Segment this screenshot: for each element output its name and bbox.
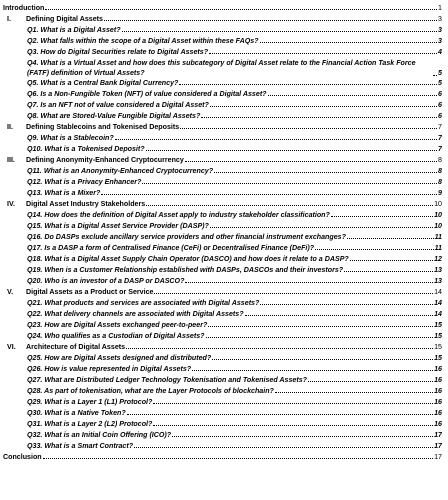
toc-page-number: 16 [434,409,442,417]
toc-dot-leader [344,270,433,272]
toc-dot-leader [134,446,433,448]
toc-dot-leader [208,325,433,327]
toc-dot-leader [146,204,433,206]
toc-entry-title: Q21. What products and services are associated with Digital Assets? [27,299,260,307]
toc-dot-leader [260,303,433,305]
toc-dot-leader [260,41,438,43]
toc-entry-title: Q31. What is a Layer 2 (L2) Protocol? [27,420,153,428]
toc-entry-title: Q8. What are Stored-Value Fungible Digital Assets? [27,112,201,120]
toc-dot-leader [126,347,433,349]
toc-question-entry[interactable] [3,144,442,155]
toc-page-number: 5 [438,79,442,87]
toc-question-entry[interactable] [3,111,442,122]
toc-page-number: 5 [438,69,442,77]
toc-entry-title: Q23. How are Digital Assets exchanged peer-to-peer? [27,321,208,329]
toc-dot-leader [179,83,437,85]
toc-dot-leader [172,435,433,437]
toc-question-entry[interactable] [3,386,442,397]
toc-section-entry[interactable] [3,155,442,166]
toc-dot-leader [185,281,433,283]
toc-dot-leader [45,8,437,10]
toc-dot-leader [212,358,433,360]
toc-dot-leader [275,391,433,393]
toc-page-number: 8 [438,178,442,186]
toc-dot-leader [154,292,433,294]
toc-entry-title: Defining Digital Assets [26,15,103,23]
toc-entry-title: Q11. What is an Anonymity-Enhanced Cryptocurrency? [27,167,214,175]
toc-question-entry[interactable] [3,298,442,309]
toc-page-number: 6 [438,112,442,120]
toc-entry-title: Q30. What is a Native Token? [27,409,126,417]
toc-page-number: 15 [434,321,442,329]
toc-section-number: IV. [7,200,16,208]
toc-dot-leader [180,127,437,129]
toc-dot-leader [122,30,437,32]
toc-entry-title: Digital Assets as a Product or Service [26,288,154,296]
toc-page-number: 7 [438,134,442,142]
toc-page-number: 11 [434,233,442,241]
toc-entry-title: Q7. Is an NFT not of value considered a Digital Asset? [27,101,209,109]
toc-question-entry[interactable] [3,309,442,320]
toc-entry-title: Q17. Is a DASP a form of Centralised Finance (CeFi) or Decentralised Finance (DeFi)? [27,244,315,252]
toc-page-number: 10 [434,222,442,230]
toc-dot-leader [115,138,437,140]
toc-entry-title: Q5. What is a Central Bank Digital Currency? [27,79,179,87]
toc-dot-leader [201,116,437,118]
toc-dot-leader [206,336,434,338]
toc-question-entry[interactable] [3,419,442,430]
toc-page-number: 6 [438,90,442,98]
toc-entry-title: Q9. What is a Stablecoin? [27,134,114,142]
toc-dot-leader [192,369,433,371]
toc-dot-leader [245,314,434,316]
toc-page-number: 13 [434,266,442,274]
toc-section-number: III. [7,156,15,164]
toc-question-entry[interactable] [3,89,442,100]
toc-section-number: II. [7,123,13,131]
toc-question-entry[interactable] [3,254,442,265]
toc-entry-title: Q4. What is a Virtual Asset and how does this subcategory of Digital Asset relate to the Financial Action Task Force (FATF) definition of Virtual Assets? [27,59,416,77]
toc-dot-leader [308,380,433,382]
toc-question-entry[interactable] [3,320,442,331]
toc-entry-title: Architecture of Digital Assets [26,343,126,351]
toc-entry-title: Introduction [3,4,45,12]
toc-entry-title: Q20. Who is an investor of a DASP or DASCO? [27,277,185,285]
toc-question-entry[interactable] [3,210,442,221]
toc-page-number: 17 [434,431,442,439]
toc-page-number: 1 [438,4,442,12]
toc-entry-title: Defining Anonymity-Enhanced Cryptocurrency [26,156,184,164]
toc-question-entry[interactable] [3,47,442,58]
toc-section-entry[interactable] [3,342,442,353]
toc-page-number: 9 [438,189,442,197]
toc-question-entry[interactable] [3,375,442,386]
toc-entry-title: Q13. What is a Mixer? [27,189,101,197]
toc-page-number: 17 [434,453,442,461]
toc-page-number: 14 [434,310,442,318]
toc-question-entry[interactable] [3,441,442,452]
toc-dot-leader [433,74,437,76]
toc-section-entry[interactable] [3,287,442,298]
toc-section-number: VI. [7,343,16,351]
toc-entry-title: Digital Asset Industry Stakeholders [26,200,146,208]
toc-page-number: 16 [434,420,442,428]
toc-entry-title: Q28. As part of tokenisation, what are the Layer Protocols of blockchain? [27,387,274,395]
toc-page-number: 16 [434,398,442,406]
toc-page-number: 6 [438,101,442,109]
toc-entry-title: Q26. How is value represented in Digital Assets? [27,365,192,373]
toc-question-entry[interactable] [3,133,442,144]
toc-entry-title: Q1. What is a Digital Asset? [27,26,121,34]
toc-page-number: 10 [434,200,442,208]
toc-dot-leader [153,424,433,426]
toc-entry-title: Q16. Do DASPs exclude ancillary service providers and other financial instrument exchanges? [27,233,346,241]
toc-entry-title: Q6. Is a Non-Fungible Token (NFT) of value considered a Digital Asset? [27,90,267,98]
toc-top-entry[interactable] [3,3,442,14]
toc-question-entry[interactable] [3,188,442,199]
toc-question-entry[interactable] [3,265,442,276]
toc-section-entry[interactable] [3,199,442,210]
toc-dot-leader [43,457,433,459]
toc-entry-title: Q24. Who qualifies as a Custodian of Digital Assets? [27,332,205,340]
toc-entry-title: Q12. What is a Privacy Enhancer? [27,178,142,186]
toc-section-entry[interactable] [3,122,442,133]
toc-dot-leader [350,259,433,261]
toc-question-entry[interactable] [3,36,442,47]
toc-entry-title: Q33. What is a Smart Contract? [27,442,134,450]
toc-question-entry[interactable] [3,25,442,36]
toc-page-number: 16 [434,387,442,395]
toc-dot-leader [347,237,434,239]
toc-question-entry[interactable] [3,397,442,408]
toc-page-number: 8 [438,156,442,164]
toc-entry-title: Q25. How are Digital Assets designed and distributed? [27,354,212,362]
toc-entry-title: Q15. What is a Digital Asset Service Provider (DASP)? [27,222,209,230]
toc-section-entry[interactable] [3,14,442,25]
toc-entry-title: Q10. What is a Tokenised Deposit? [27,145,145,153]
toc-entry-title: Q14. How does the definition of Digital Asset apply to industry stakeholder classification? [27,211,330,219]
toc-page-number: 17 [434,442,442,450]
toc-entry-title: Q19. When is a Customer Relationship established with DASPs, DASCOs and their investors? [27,266,344,274]
toc-dot-leader [146,149,437,151]
toc-question-entry[interactable] [3,58,442,78]
toc-dot-leader [315,248,434,250]
toc-section-number: V. [7,288,14,296]
toc-question-entry[interactable] [3,276,442,287]
toc-page-number: 11 [434,244,442,252]
toc-entry-title: Q32. What is an Initial Coin Offering (ICO)? [27,431,172,439]
toc-page-number: 15 [434,332,442,340]
toc-question-entry[interactable] [3,166,442,177]
toc-entry-title: Conclusion [3,453,42,461]
toc-page-number: 14 [434,299,442,307]
toc-dot-leader [210,105,437,107]
toc-question-entry[interactable] [3,364,442,375]
toc-question-entry[interactable] [3,243,442,254]
toc-page-number: 16 [434,365,442,373]
toc-question-entry[interactable] [3,78,442,89]
toc-dot-leader [101,193,437,195]
toc-page-number: 14 [434,288,442,296]
toc-dot-leader [268,94,438,96]
toc-dot-leader [142,182,437,184]
toc-page-number: 7 [438,123,442,131]
toc-entry-title: Defining Stablecoins and Tokenised Deposits [26,123,180,131]
toc-page-number: 3 [438,26,442,34]
toc-page-number: 16 [434,376,442,384]
toc-question-entry[interactable] [3,100,442,111]
toc-page-number: 12 [434,255,442,263]
toc-entry-title: Q27. What are Distributed Ledger Technology Tokenisation and Tokenised Assets? [27,376,307,384]
toc-page-number: 13 [434,277,442,285]
toc-dot-leader [214,171,437,173]
toc-page-number: 7 [438,145,442,153]
toc-question-entry[interactable] [3,430,442,441]
toc-page-number: 4 [438,48,442,56]
toc-entry-title: Q18. What is a Digital Asset Supply Chain Operator (DASCO) and how does it relate to a DASP? [27,255,349,263]
toc-dot-leader [210,226,433,228]
toc-dot-leader [153,402,433,404]
toc-page-number: 15 [434,354,442,362]
toc-page-number: 8 [438,167,442,175]
toc-question-entry[interactable] [3,408,442,419]
toc-top-entry[interactable] [3,452,442,463]
toc-page-number: 3 [438,15,442,23]
toc-page-number: 15 [434,343,442,351]
toc-entry-title: Q2. What falls within the scope of a Digital Asset within these FAQs? [27,37,259,45]
toc-dot-leader [209,52,437,54]
toc-dot-leader [185,160,437,162]
toc-dot-leader [127,413,433,415]
toc-page-number: 3 [438,37,442,45]
toc-page-number: 10 [434,211,442,219]
toc-question-entry[interactable] [3,353,442,364]
toc-question-entry[interactable] [3,177,442,188]
toc-dot-leader [104,19,437,21]
toc-question-entry[interactable] [3,232,442,243]
toc-entry-title: Q3. How do Digital Securities relate to Digital Assets? [27,48,209,56]
toc-section-number: I. [7,15,11,23]
table-of-contents [3,3,442,463]
toc-entry-title: Q29. What is a Layer 1 (L1) Protocol? [27,398,153,406]
toc-entry-title: Q22. What delivery channels are associated with Digital Assets? [27,310,244,318]
toc-question-entry[interactable] [3,331,442,342]
toc-dot-leader [331,215,433,217]
toc-question-entry[interactable] [3,221,442,232]
